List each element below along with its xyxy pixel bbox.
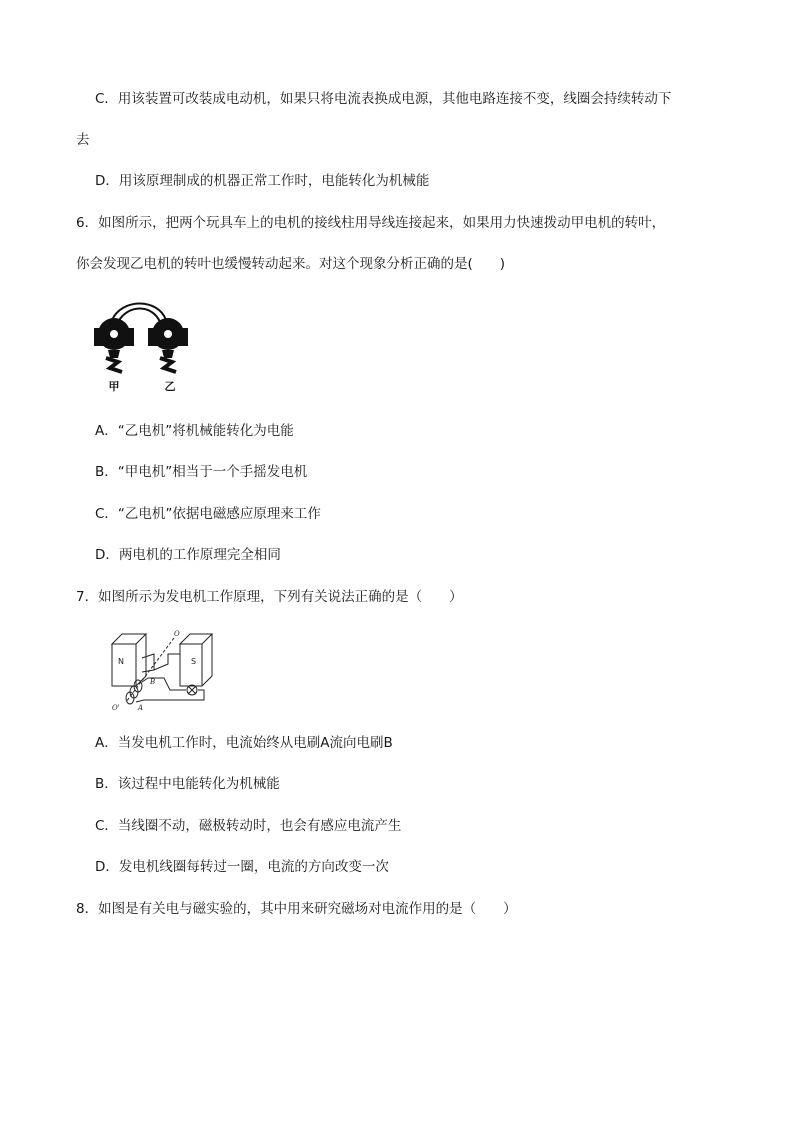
axis-bottom-label: O': [112, 704, 120, 712]
q6-option-c: C．“乙电机”依据电磁感应原理来工作: [95, 506, 321, 522]
q6-stem-line1: 6．如图所示，把两个玩具车上的电机的接线柱用导线连接起来，如果用力快速拨动甲电机的转叶，: [76, 215, 666, 231]
brush-b-label: B: [150, 678, 156, 686]
two-motors-figure: [88, 292, 200, 398]
q5-option-c-line1: C．用该装置可改装成电动机，如果只将电流表换成电源，其他电路连接不变，线圈会持续转动下: [95, 91, 672, 107]
label-jia: 甲: [108, 380, 120, 393]
label-yi: 乙: [164, 380, 176, 393]
axis-top-label: O: [174, 630, 180, 638]
q7-option-c: C．当线圈不动，磁极转动时，也会有感应电流产生: [95, 818, 402, 834]
q7-option-a: A．当发电机工作时，电流始终从电刷A流向电刷B: [95, 735, 393, 751]
q7-option-d: D．发电机线圈每转过一圈，电流的方向改变一次: [95, 859, 389, 875]
q6-option-d: D．两电机的工作原理完全相同: [95, 547, 281, 563]
pole-n-label: N: [118, 657, 124, 666]
q6-stem-line2: 你会发现乙电机的转叶也缓慢转动起来。对这个现象分析正确的是( ): [76, 256, 506, 272]
motor-jia-icon: [94, 318, 134, 372]
q6-option-a: A．“乙电机”将机械能转化为电能: [95, 423, 294, 439]
q7-option-b: B．该过程中电能转化为机械能: [95, 776, 280, 792]
q5-option-c-line2: 去: [76, 132, 90, 148]
generator-figure: [108, 624, 218, 716]
q7-stem: 7．如图所示为发电机工作原理，下列有关说法正确的是（ ）: [76, 589, 463, 605]
q5-option-d: D．用该原理制成的机器正常工作时，电能转化为机械能: [95, 173, 430, 189]
q8-stem: 8．如图是有关电与磁实验的，其中用来研究磁场对电流作用的是（ ）: [76, 901, 517, 917]
q6-option-b: B．“甲电机”相当于一个手摇发电机: [95, 464, 308, 480]
brush-a-label: A: [138, 704, 144, 712]
pole-s-label: S: [191, 657, 197, 666]
motor-yi-icon: [148, 318, 188, 372]
